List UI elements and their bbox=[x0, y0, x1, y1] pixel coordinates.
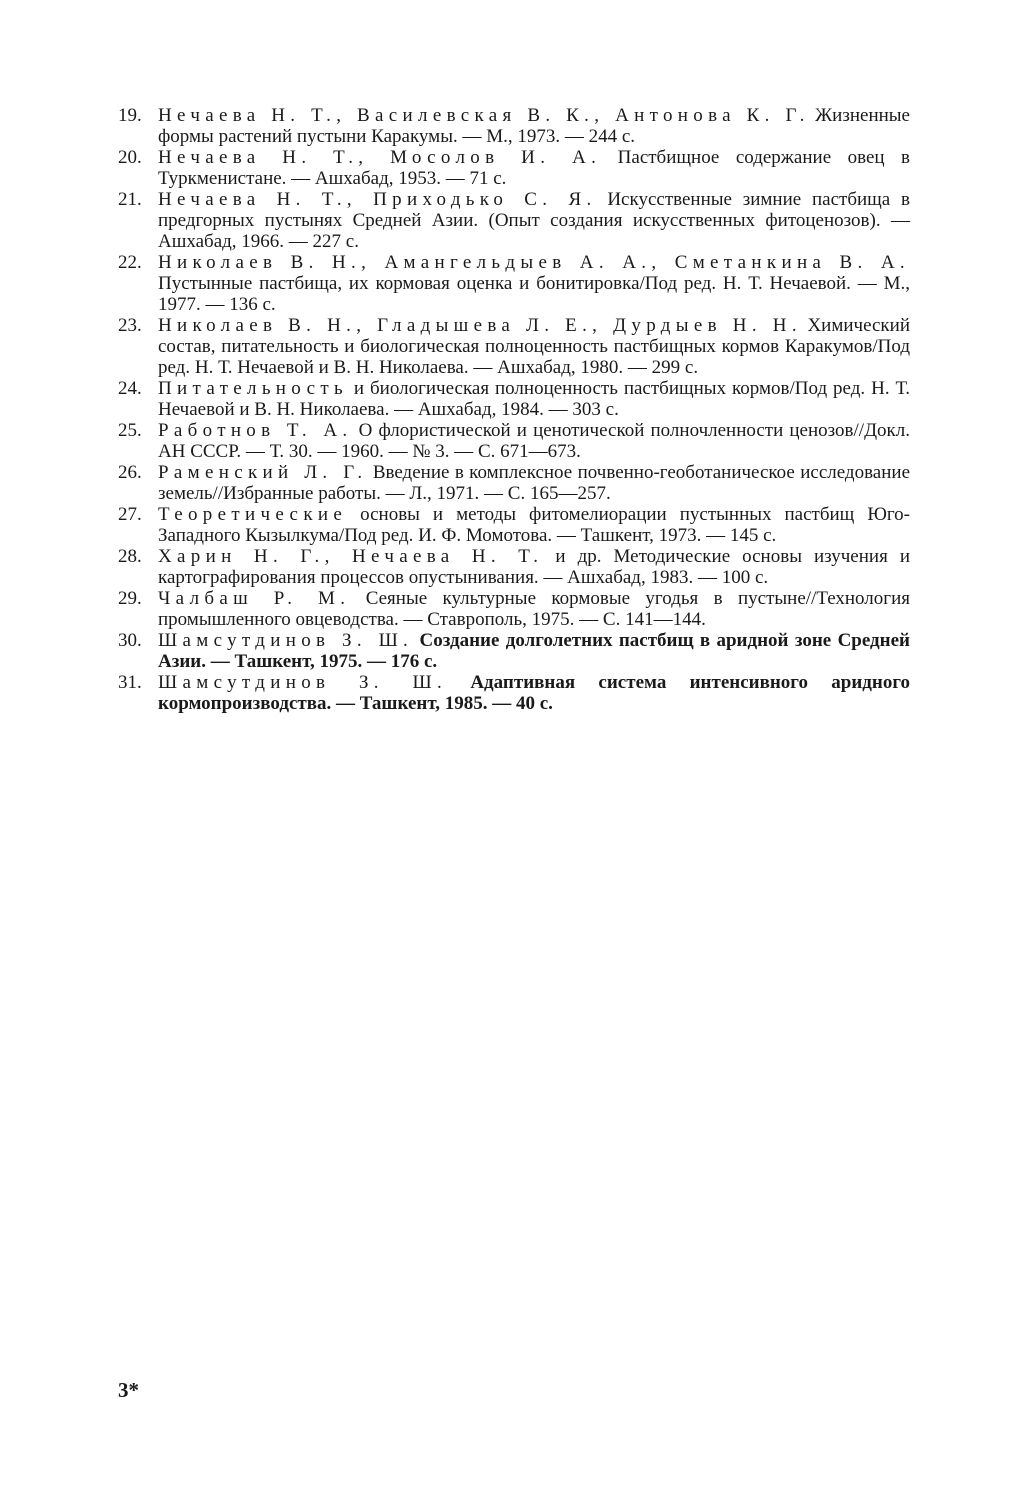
reference-number: 25. bbox=[118, 420, 142, 441]
reference-item bbox=[118, 546, 910, 588]
reference-number: 27. bbox=[118, 504, 142, 525]
reference-number: 21. bbox=[118, 189, 142, 210]
reference-number: 26. bbox=[118, 462, 142, 483]
reference-text: Пастбищное содержание овец в Туркменистане. — Ашхабад, 1953. — 71 с. bbox=[158, 147, 911, 189]
reference-text: О флористической и ценотической полночленности ценозов//Докл. АН СССР. — Т. 30. — 1960. — № 3. — С. 671—673. bbox=[158, 420, 910, 462]
reference-text: и др. Методические основы изучения и картографирования процессов опустынивания. — Ашхабад, 1983. — 100 с. bbox=[158, 546, 910, 588]
reference-text: и биологическая полноценность пастбищных кормов/Под ред. Н. Т. Нечаевой и В. Н. Николаева. — Ашхабад, 1984. — 303 с. bbox=[158, 378, 910, 420]
reference-list bbox=[118, 105, 910, 714]
reference-author: Чалбаш Р. М. bbox=[158, 588, 351, 609]
reference-text: Сеяные культурные кормовые угодья в пустыне//Технология промышленного овцеводства. — Ставрополь, 1975. — С. 141—144. bbox=[158, 588, 910, 630]
reference-author: Шамсутдинов З. Ш. bbox=[158, 672, 448, 693]
reference-number: 31. bbox=[118, 672, 142, 693]
reference-text: основы и методы фитомелиорации пустынных пастбищ Юго-Западного Кызылкума/Под ред. И. Ф. Момотова. — Ташкент, 1973. — 145 с. bbox=[158, 504, 910, 546]
reference-item bbox=[118, 378, 910, 420]
reference-author: Нечаева Н. Т., Мосолов И. А. bbox=[158, 147, 602, 168]
reference-number: 23. bbox=[118, 315, 142, 336]
reference-author: Николаев В. Н., Амангельдыев А. А., Сметанкина В. А. bbox=[158, 252, 910, 273]
reference-author: Харин Н. Г., Нечаева Н. Т. bbox=[158, 546, 544, 567]
reference-item bbox=[118, 189, 910, 252]
reference-number: 28. bbox=[118, 546, 142, 567]
reference-text: Введение в комплексное почвенно-геоботаническое исследование земель//Избранные работы. — Л., 1971. — С. 165—257. bbox=[158, 462, 911, 504]
reference-author: Николаев В. Н., Гладышева Л. Е., Дурдыев Н. Н. bbox=[158, 315, 802, 336]
reference-item bbox=[118, 105, 910, 147]
reference-item bbox=[118, 420, 910, 462]
printer-signature-mark: 3* bbox=[118, 1378, 139, 1402]
reference-number: 30. bbox=[118, 630, 142, 651]
reference-number: 22. bbox=[118, 252, 142, 273]
reference-item bbox=[118, 672, 910, 714]
reference-author: Шамсутдинов З. Ш. bbox=[158, 630, 414, 651]
reference-number: 19. bbox=[118, 105, 142, 126]
reference-text: Создание долголетних пастбищ в аридной зоне Средней Азии. — Ташкент, 1975. — 176 с. bbox=[158, 630, 910, 672]
reference-number: 20. bbox=[118, 147, 142, 168]
reference-number: 24. bbox=[118, 378, 142, 399]
reference-author: Нечаева Н. Т., Василевская В. К., Антонова К. Г. bbox=[158, 105, 810, 126]
reference-author: Теоретические bbox=[158, 504, 348, 525]
reference-text: Химический состав, питательность и биологическая полноценность пастбищных кормов Каракумов/Под ред. Н. Т. Нечаевой и В. Н. Николаева. — Ашхабад, 1980. — 299 с. bbox=[158, 315, 910, 378]
reference-author: Питательность bbox=[158, 378, 348, 399]
reference-author: Раменский Л. Г. bbox=[158, 462, 368, 483]
reference-item bbox=[118, 315, 910, 378]
reference-text: Адаптивная система интенсивного аридного кормопроизводства. — Ташкент, 1985. — 40 с. bbox=[158, 672, 910, 714]
reference-author: Нечаева Н. Т., Приходько С. Я. bbox=[158, 189, 597, 210]
reference-text: Пустынные пастбища, их кормовая оценка и бонитировка/Под ред. Н. Т. Нечаевой. — М., 1977. — 136 с. bbox=[158, 273, 910, 315]
reference-item bbox=[118, 588, 910, 630]
reference-author: Работнов Т. А. bbox=[158, 420, 353, 441]
reference-item bbox=[118, 462, 910, 504]
reference-item bbox=[118, 252, 910, 315]
reference-item bbox=[118, 504, 910, 546]
reference-text: Жизненные формы растений пустыни Каракумы. — М., 1973. — 244 с. bbox=[158, 105, 910, 147]
reference-item bbox=[118, 147, 910, 189]
reference-number: 29. bbox=[118, 588, 142, 609]
reference-item bbox=[118, 630, 910, 672]
reference-text: Искусственные зимние пастбища в предгорных пустынях Средней Азии. (Опыт создания искусственных фитоценозов). — Ашхабад, 1966. — 227 с. bbox=[158, 189, 910, 252]
